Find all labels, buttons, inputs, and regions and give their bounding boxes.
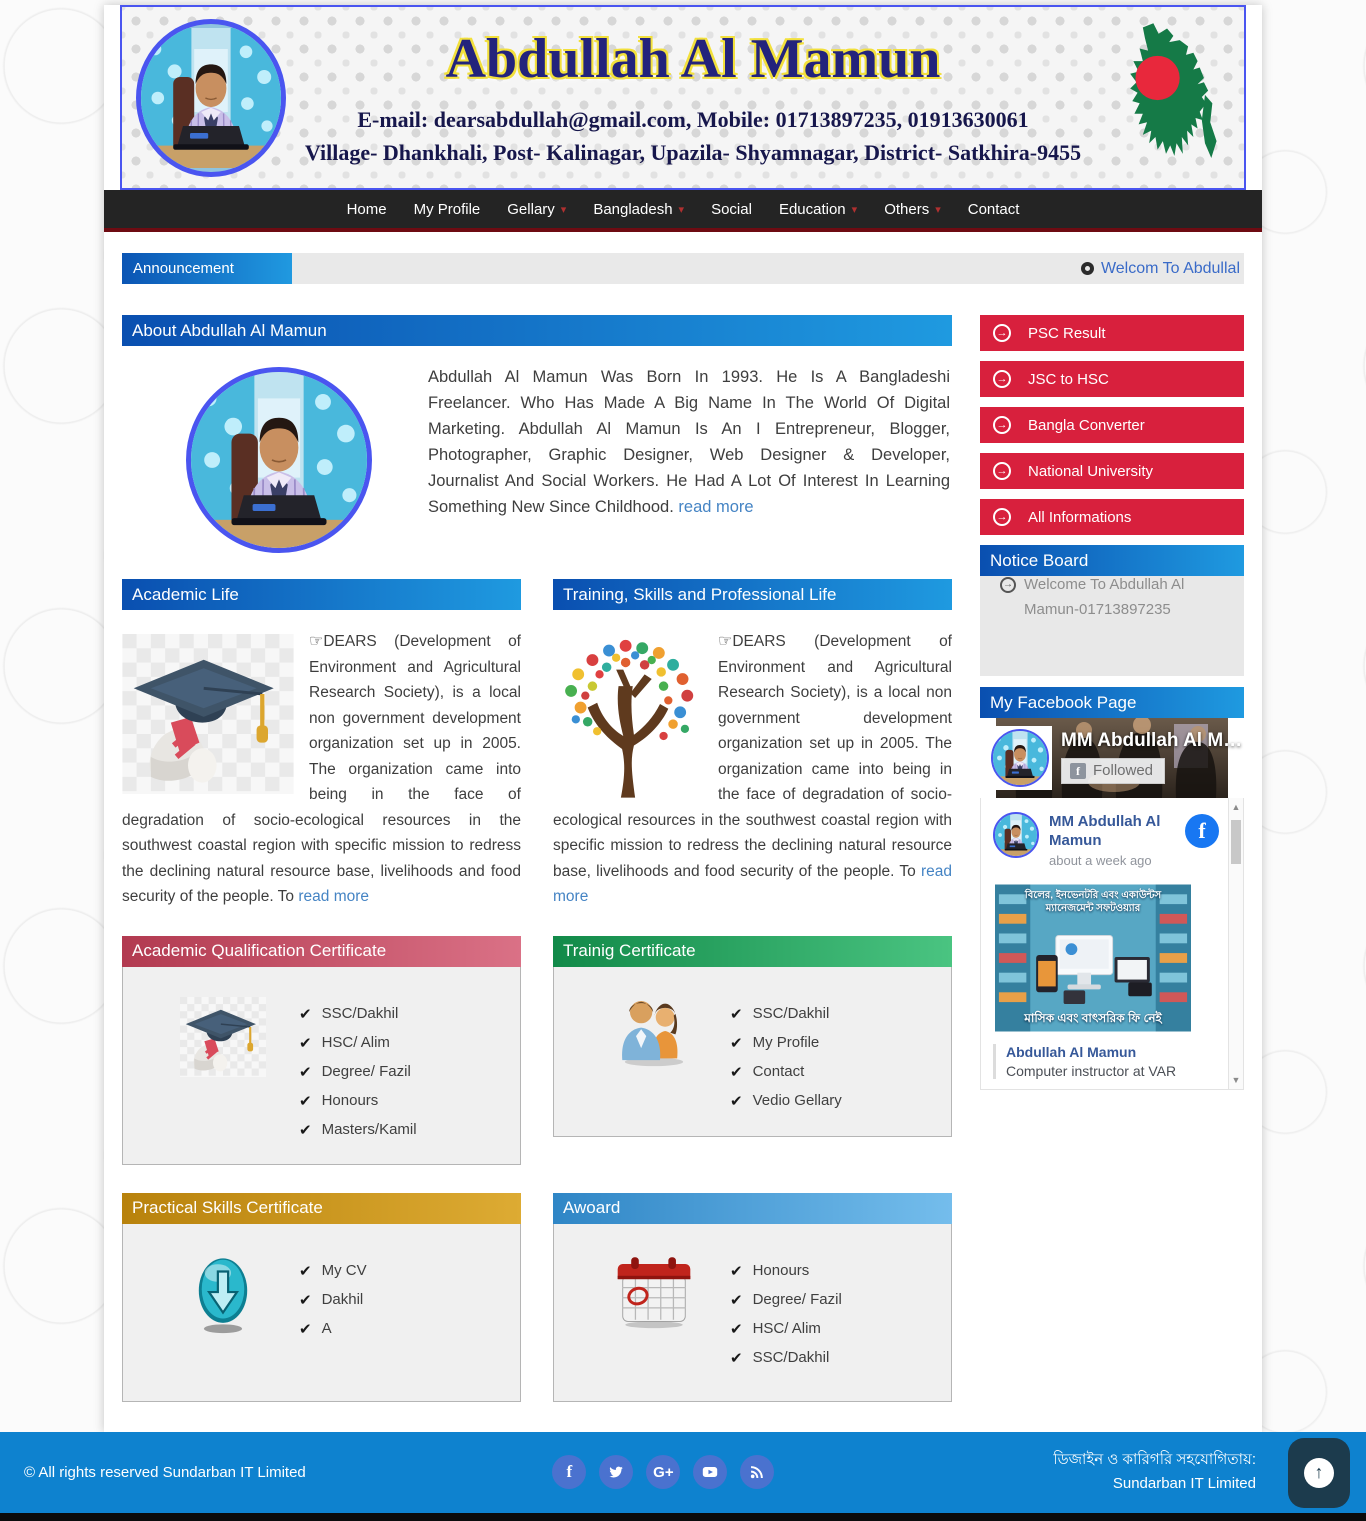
academic-qualification-list: [299, 1005, 417, 1150]
check-icon: ✔: [299, 1262, 312, 1280]
bullet-ring-icon: [1081, 262, 1094, 275]
facebook-icon[interactable]: f: [552, 1455, 586, 1489]
post-link-subtitle: Computer instructor at VAR: [1006, 1063, 1177, 1079]
check-icon: ✔: [299, 1121, 312, 1139]
list-item: ✔ Degree/ Fazil: [299, 1063, 411, 1081]
nav-item-bangladesh[interactable]: Bangladesh ▾: [593, 200, 685, 218]
quick-link-psc-result[interactable]: → PSC Result: [980, 315, 1244, 351]
circle-arrow-icon: →: [993, 508, 1011, 526]
quick-link-national-university[interactable]: → National University: [980, 453, 1244, 489]
chevron-down-icon: ▾: [851, 203, 858, 216]
check-icon: ✔: [299, 1063, 312, 1081]
academic-life-body: [122, 610, 521, 910]
list-item: ✔ Contact: [730, 1063, 805, 1081]
circle-arrow-icon: →: [993, 324, 1011, 342]
circle-arrow-icon: →: [993, 462, 1011, 480]
check-icon: ✔: [299, 1005, 312, 1023]
page-container: [104, 5, 1262, 1432]
scrollbar-thumb[interactable]: [1231, 820, 1241, 864]
rss-icon[interactable]: [740, 1455, 774, 1489]
post-link-title[interactable]: Abdullah Al Mamun: [1006, 1044, 1137, 1060]
google-plus-icon[interactable]: G+: [646, 1455, 680, 1489]
post-image-caption-bottom: মাসিক এবং বাৎসরিক ফি নেই: [1024, 1011, 1162, 1025]
announcement-bar: [122, 253, 1244, 284]
nav-item-others[interactable]: Others ▾: [884, 200, 941, 218]
post-author-block: [1049, 812, 1169, 868]
academic-life-text: DEARS (Development of Environment and Agricultural Research Society), is a local non government development organization set up in 2005. The organization came into being in the face of degradation of socio-ecological resources in the southwest coastal region with specific mission to redress the declining natural resource base, livelihoods and food security of the people. To: [122, 633, 521, 905]
colorful-tree-icon: [553, 634, 703, 800]
calendar-icon: [578, 1252, 730, 1330]
training-life-header: Training, Skills and Professional Life: [553, 579, 952, 610]
list-item: ✔ SSC/Dakhil: [299, 1005, 399, 1023]
training-certificate-card: [553, 936, 952, 1137]
training-life-body: [553, 610, 952, 910]
check-icon: ✔: [730, 1349, 743, 1367]
academic-qualification-card: [122, 936, 521, 1165]
footer-credit: ডিজাইন ও কারিগরি সহযোগিতায়: Sundarban IT Limited: [1053, 1451, 1256, 1492]
academic-qualification-body: [122, 967, 521, 1165]
circle-arrow-icon: →: [993, 416, 1011, 434]
graduation-cap-icon: [122, 634, 294, 794]
header-text-block: [286, 27, 1100, 169]
footer: [0, 1432, 1366, 1513]
youtube-icon[interactable]: [693, 1455, 727, 1489]
twitter-icon[interactable]: [599, 1455, 633, 1489]
facebook-scrollbar[interactable]: [1228, 798, 1243, 1089]
list-item: ✔ HSC/ Alim: [299, 1034, 390, 1052]
post-avatar: [993, 812, 1039, 858]
download-arrow-orb-icon: [147, 1252, 299, 1338]
practical-skills-header: Practical Skills Certificate: [122, 1193, 521, 1224]
check-icon: ✔: [730, 1063, 743, 1081]
list-item: ✔ My CV: [299, 1262, 367, 1280]
award-body: [553, 1224, 952, 1402]
check-icon: ✔: [730, 1005, 743, 1023]
main-content: [104, 284, 1262, 1432]
nav-item-social[interactable]: Social: [711, 200, 752, 218]
facebook-page-name[interactable]: MM Abdullah Al M…: [1061, 730, 1243, 751]
practical-skills-card: [122, 1193, 521, 1402]
quick-link-all-informations[interactable]: → All Informations: [980, 499, 1244, 535]
chevron-down-icon: ▾: [678, 203, 685, 216]
facebook-followed-button[interactable]: f Followed: [1061, 758, 1165, 784]
about-portrait-photo: [186, 367, 372, 553]
academic-qualification-header: Academic Qualification Certificate: [122, 936, 521, 967]
check-icon: ✔: [730, 1291, 743, 1309]
nav-item-home[interactable]: Home: [346, 200, 387, 218]
post-timestamp: about a week ago: [1049, 853, 1152, 868]
list-item: ✔ Honours: [299, 1092, 379, 1110]
nav-item-gellary[interactable]: Gellary ▾: [507, 200, 567, 218]
header-email-line: E-mail: dearsabdullah@gmail.com, Mobile: 01713897235, 01913630061: [357, 106, 1029, 132]
footer-copyright: © All rights reserved Sundarban IT Limited: [24, 1463, 306, 1481]
about-paragraph: [428, 364, 950, 553]
about-section-body: [122, 346, 952, 565]
sidebar: [980, 315, 1244, 1090]
training-certificate-header: Trainig Certificate: [553, 936, 952, 967]
list-item: ✔ Vedio Gellary: [730, 1092, 842, 1110]
about-section-header: About Abdullah Al Mamun: [122, 315, 952, 346]
facebook-widget-header: My Facebook Page: [980, 687, 1244, 718]
announcement-ticker-link[interactable]: Welcom To Abdullal: [1100, 259, 1240, 277]
check-icon: ✔: [299, 1291, 312, 1309]
training-life-text: DEARS (Development of Environment and Agricultural Research Society), is a local non government development organization set up in 2005. The organization came into being in the face of degradation of socio-ecological resources in the southwest coastal region with specific mission to redress the declining natural resource base, livelihoods and food security of the people. To: [553, 633, 952, 880]
facebook-cover: [980, 718, 1244, 798]
training-life-read-more-link[interactable]: read more: [553, 862, 952, 905]
footer-social-icons: [552, 1455, 774, 1489]
graduation-cap-icon: [147, 995, 299, 1079]
main-nav: [104, 190, 1262, 232]
list-item: ✔ HSC/ Alim: [730, 1320, 821, 1338]
check-icon: ✔: [730, 1034, 743, 1052]
facebook-widget: [980, 687, 1244, 1090]
list-item: ✔ Honours: [730, 1262, 810, 1280]
check-icon: ✔: [299, 1320, 312, 1338]
check-icon: ✔: [299, 1092, 312, 1110]
practical-skills-list: [299, 1262, 367, 1349]
list-item: ✔ My Profile: [730, 1034, 820, 1052]
header-banner: [120, 5, 1246, 190]
list-item: ✔ SSC/Dakhil: [730, 1349, 830, 1367]
circle-arrow-icon: →: [1000, 577, 1016, 593]
left-column: [122, 315, 952, 1402]
list-item: ✔ Masters/Kamil: [299, 1121, 417, 1139]
announcement-ticker: [292, 253, 1244, 284]
award-list: [730, 1262, 842, 1378]
about-read-more-link[interactable]: read more: [678, 498, 754, 516]
award-header: Awoard: [553, 1193, 952, 1224]
header-address-line: Village- Dhankhali, Post- Kalinagar, Upazila- Shyamnagar, District- Satkhira-9455: [304, 139, 1082, 165]
facebook-feed: [980, 798, 1244, 1090]
facebook-post-header: [993, 812, 1221, 868]
facebook-avatar-tile: [988, 726, 1052, 790]
chevron-down-icon: ▾: [560, 203, 567, 216]
announcement-label: Announcement: [122, 253, 292, 284]
list-item: ✔ Dakhil: [299, 1291, 364, 1309]
bottom-strip: [0, 1513, 1366, 1521]
check-icon: ✔: [730, 1320, 743, 1338]
academic-life-header: Academic Life: [122, 579, 521, 610]
notice-board-body: [980, 576, 1244, 676]
scroll-down-icon[interactable]: ▼: [1231, 1075, 1241, 1085]
scroll-up-icon[interactable]: ▲: [1231, 802, 1241, 812]
site-title: Abdullah Al Mamun: [445, 27, 941, 90]
certificates-grid: [122, 936, 952, 1402]
post-link-preview[interactable]: [993, 1044, 1221, 1079]
header-portrait-photo: [136, 19, 286, 177]
circle-arrow-icon: →: [993, 370, 1011, 388]
check-icon: ✔: [730, 1262, 743, 1280]
two-people-icon: [578, 995, 730, 1067]
facebook-logo-icon[interactable]: f: [1185, 814, 1219, 848]
academic-life-card: [122, 579, 521, 910]
award-card: [553, 1193, 952, 1402]
list-item: ✔ SSC/Dakhil: [730, 1005, 830, 1023]
check-icon: ✔: [730, 1092, 743, 1110]
training-life-card: [553, 579, 952, 910]
post-image-caption-top: বিলের, ইনভেনটরি এবং একাউন্টস ম্যানেজমেন্ট সফটওয়্যার: [1024, 890, 1162, 914]
academic-life-read-more-link[interactable]: read more: [298, 888, 370, 905]
pointing-hand-icon: ☞: [718, 633, 733, 650]
check-icon: ✔: [299, 1034, 312, 1052]
quick-link-bangla-converter[interactable]: → Bangla Converter: [980, 407, 1244, 443]
nav-item-education[interactable]: Education ▾: [778, 200, 858, 218]
training-certificate-list: [730, 1005, 842, 1121]
pointing-hand-icon: ☞: [309, 633, 324, 650]
arrow-up-icon: ↑: [1304, 1458, 1334, 1488]
list-item: ✔ A: [299, 1320, 332, 1338]
scroll-to-top-button[interactable]: [1288, 1438, 1350, 1508]
footer-inner: [0, 1432, 1366, 1513]
notice-board-header: Notice Board: [980, 545, 1244, 576]
nav-item-my-profile[interactable]: My Profile: [413, 200, 481, 218]
post-image[interactable]: [995, 882, 1191, 1034]
post-author-name[interactable]: MM Abdullah Al Mamun: [1049, 813, 1161, 849]
notice-item[interactable]: → Welcome To Abdullah Al Mamun-01713897235: [992, 576, 1232, 622]
training-certificate-body: [553, 967, 952, 1137]
facebook-avatar: [991, 729, 1049, 787]
life-sections-row: [122, 579, 952, 910]
chevron-down-icon: ▾: [935, 203, 941, 216]
quick-link-jsc-to-hsc[interactable]: → JSC to HSC: [980, 361, 1244, 397]
notice-board: [980, 545, 1244, 676]
list-item: ✔ Degree/ Fazil: [730, 1291, 842, 1309]
facebook-flag-icon: f: [1070, 763, 1086, 779]
nav-item-contact[interactable]: Contact: [967, 200, 1020, 218]
about-text: Abdullah Al Mamun Was Born In 1993. He Is A Bangladeshi Freelancer. Who Has Made A Big Name In The World Of Digital Marketing. Abdullah Al Mamun Is An I Entrepreneur, Blogger, Photographer, Graphic Designer, Web Designer & Developer, Journalist And Social Workers. He Had A Lot Of Interest In Learning Something New Since Childhood.: [428, 368, 950, 516]
bangladesh-map-icon: [1100, 19, 1232, 177]
practical-skills-body: [122, 1224, 521, 1402]
